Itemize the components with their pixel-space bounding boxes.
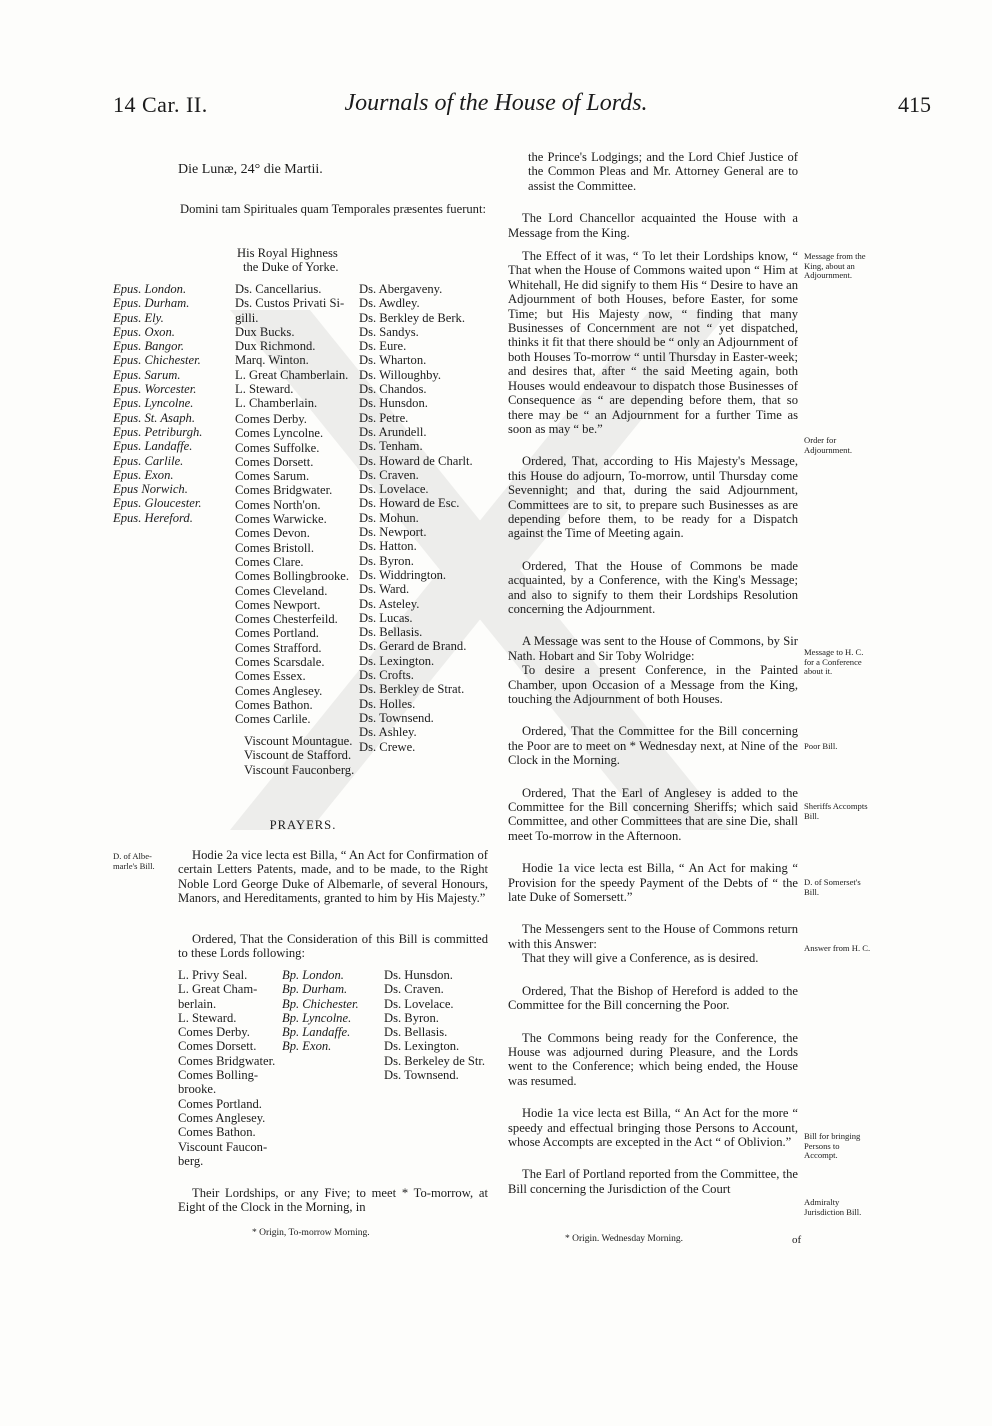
bishop-entry: Epus. St. Asaph. <box>113 410 195 425</box>
baron-entry: Ds. Newport. <box>359 525 427 540</box>
officer-entry: Dux Bucks. <box>235 324 295 339</box>
viscount-entry: Viscount de Stafford. <box>244 748 352 763</box>
margin-note-poor-bill: Poor Bill. <box>804 741 838 751</box>
earl-entry: Comes Warwicke. <box>235 512 327 527</box>
bishops-list <box>113 282 202 525</box>
bishop-entry: Epus. Bangor. <box>113 339 185 354</box>
earl-entry: Comes Dorsett. <box>235 454 314 469</box>
committee-member: Comes Dorsett. <box>178 1039 257 1054</box>
earls-list <box>235 412 349 727</box>
domini-text: Domini tam Spirituales quam Temporales præsentes fuerunt: <box>180 202 486 216</box>
committee-member: L. Great Cham- <box>178 982 258 997</box>
baron-entry: Ds. Ashley. <box>359 725 417 740</box>
bishop-entry: Epus. Chichester. <box>113 353 201 368</box>
committee-baron: Ds. Craven. <box>384 982 444 997</box>
viscount-entry: Viscount Fauconberg. <box>244 762 355 777</box>
bishop-entry: Epus. Oxon. <box>113 324 175 339</box>
para-somersett-bill: Hodie 1a vice lecta est Billa, “ An Act for making “ Provision for the speedy Payment of the Debts of “ the late Duke of Somersett.” <box>508 861 798 905</box>
margin-note-sheriffs: Sheriffs Accompts Bill. <box>804 801 868 821</box>
baron-entry: Ds. Hatton. <box>359 539 417 554</box>
committee-bishop: Bp. Lyncolne. <box>282 1010 352 1025</box>
bishop-entry: Epus Norwich. <box>113 482 188 497</box>
royal-highness <box>237 246 339 275</box>
baron-entry: Ds. Ward. <box>359 582 410 597</box>
margin-note-accompt: Bill for bringing Persons to Accompt. <box>804 1131 861 1161</box>
viscounts-list <box>244 734 354 777</box>
para-accompt-bill: Hodie 1a vice lecta est Billa, “ An Act for the more “ speedy and effectual bringing those Persons to Account, whose Accompts are excepted in the Act “ of Oblivion.” <box>508 1106 798 1149</box>
para-princes-lodgings: the Prince's Lodgings; and the Lord Chief Justice of the Common Pleas and Mr. Attorney General are to assist the Committee. <box>528 150 798 193</box>
running-head-left: 14 Car. II. <box>113 92 208 117</box>
dateline-text: Die Lunæ, 24° die Martii. <box>178 162 323 177</box>
margin-note-somerset: D. of Somerset's Bill. <box>804 877 861 897</box>
earl-entry: Comes Chesterfeild. <box>235 612 338 627</box>
baron-entry: Ds. Willoughby. <box>359 367 442 382</box>
committee-member: berg. <box>178 1153 204 1168</box>
para-desire-conference: To desire a present Conference, in the Painted Chamber, upon Occasion of a Message from the King, touching the Adjournment of both Houses. <box>508 663 798 706</box>
officer-entry: gilli. <box>235 310 259 325</box>
bishop-entry: Epus. Carlile. <box>113 453 184 468</box>
para-message-sent: A Message was sent to the House of Commons, by Sir Nath. Hobart and Sir Toby Wolridge: <box>508 634 798 663</box>
earl-entry: Comes Clare. <box>235 554 304 569</box>
earl-entry: Comes Essex. <box>235 669 306 684</box>
earl-entry: Comes Bathon. <box>235 697 313 712</box>
bishop-entry: Epus. Gloucester. <box>113 496 202 511</box>
baron-entry: Ds. Chandos. <box>359 382 427 397</box>
baron-entry: Ds. Eure. <box>359 339 407 354</box>
earl-entry: Comes Suffolke. <box>235 440 320 455</box>
royal-line-2: the Duke of Yorke. <box>243 260 339 275</box>
committee-baron: Ds. Townsend. <box>384 1068 459 1083</box>
earl-entry: Comes Anglesey. <box>235 683 323 698</box>
baron-entry: Ds. Petre. <box>359 410 409 425</box>
right-footnote: * Origin. Wednesday Morning. <box>565 1234 684 1244</box>
margin-note-answer-hc: Answer from H. C. <box>804 943 871 953</box>
bishop-entry: Epus. Hereford. <box>113 510 193 525</box>
barons-list <box>359 282 473 754</box>
baron-entry: Ds. Bellasis. <box>359 625 423 640</box>
baron-entry: Ds. Crewe. <box>359 739 416 754</box>
bishop-entry: Epus. Worcester. <box>113 382 197 397</box>
albemarle-bill-text: Hodie 2a vice lecta est Billa, “ An Act for Confirmation of certain Letters Patents, made, and to be made, to the Right Noble Lord George Duke of Albemarle, of several Honours, Manors, and Hereditaments, granted to him by His Majesty.” <box>178 848 488 906</box>
officer-entry: L. Steward. <box>235 382 294 397</box>
officer-entry: Marq. Winton. <box>235 353 309 368</box>
domini-line <box>178 202 488 216</box>
running-head-title: Journals of the House of Lords. <box>344 90 648 116</box>
para-hereford: Ordered, That the Bishop of Hereford is added to the Committee for the Bill concerning the Poor. <box>508 983 798 1013</box>
committee-baron: Ds. Lexington. <box>384 1039 460 1054</box>
margin-note-message-hc: Message to H. C. for a Conference about it. <box>804 647 864 677</box>
earl-entry: Comes Sarum. <box>235 469 310 484</box>
earl-entry: Comes Carlile. <box>235 712 311 727</box>
committee-col-1 <box>178 968 275 1168</box>
royal-line-1: His Royal Highness <box>237 246 338 260</box>
committee-member: brooke. <box>178 1082 217 1097</box>
baron-entry: Ds. Sandys. <box>359 324 419 339</box>
committee-member: Comes Anglesey. <box>178 1110 266 1125</box>
bishop-entry: Epus. Landaffe. <box>113 439 193 454</box>
committee-member: Comes Portland. <box>178 1096 262 1111</box>
baron-entry: Ds. Howard de Charlt. <box>359 453 473 468</box>
earl-entry: Comes Scarsdale. <box>235 655 325 670</box>
earl-entry: Comes Devon. <box>235 526 310 541</box>
earl-entry: Comes Lyncolne. <box>235 426 324 441</box>
ordered-committee-text: Ordered, That the Consideration of this Bill is committed to these Lords following: <box>178 932 488 961</box>
albemarle-note-1: D. of Albe- <box>113 851 152 861</box>
earl-entry: Comes Portland. <box>235 626 319 641</box>
committee-col-2 <box>282 968 359 1054</box>
baron-entry: Ds. Tenham. <box>359 439 423 454</box>
baron-entry: Ds. Wharton. <box>359 353 427 368</box>
committee-member: L. Privy Seal. <box>178 968 248 982</box>
bishop-entry: Epus. London. <box>113 282 187 296</box>
committee-member: L. Steward. <box>178 1010 237 1025</box>
committee-bishop: Bp. Chichester. <box>282 996 359 1011</box>
baron-entry: Ds. Arundell. <box>359 424 427 439</box>
officer-entry: Dux Richmond. <box>235 339 316 354</box>
para-anglesey: Ordered, That the Earl of Anglesey is added to the Committee for the Bill concerning Sheriffs; which said Committee, and other Committees that are sine Die, shall meet To-morrow in the Afternoon. <box>508 785 798 843</box>
right-text <box>508 150 798 1196</box>
committee-member: Viscount Faucon- <box>178 1139 268 1154</box>
margin-note-order-adjournment: Order for Adjournment. <box>804 435 852 455</box>
para-commons-ready: The Commons being ready for the Conference, the House was adjourned during Pleasure, and the Lords went to the Conference; which being ended, the House was resumed. <box>508 1030 798 1088</box>
bishop-entry: Epus. Petriburgh. <box>113 424 203 439</box>
officer-entry: Ds. Cancellarius. <box>235 282 322 296</box>
earl-entry: Comes Bollingbrooke. <box>235 569 350 584</box>
page-number: 415 <box>898 92 931 117</box>
baron-entry: Ds. Abergaveny. <box>359 282 443 296</box>
margin-note-admiralty: Admiralty Jurisdiction Bill. <box>804 1197 862 1217</box>
para-poor-committee: Ordered, That the Committee for the Bill concerning the Poor are to meet on * Wednesday next, at Nine of the Clock in the Morning. <box>508 724 798 768</box>
baron-entry: Ds. Awdley. <box>359 296 420 311</box>
committee-bishop: Bp. Exon. <box>282 1039 332 1054</box>
earl-entry: Comes Derby. <box>235 412 307 426</box>
baron-entry: Ds. Lucas. <box>359 610 413 625</box>
committee-member: Comes Bolling- <box>178 1068 259 1083</box>
committee-baron: Ds. Bellasis. <box>384 1025 448 1040</box>
bishop-entry: Epus. Sarum. <box>113 367 181 382</box>
prayers-heading: PRAYERS. <box>269 818 337 832</box>
para-messengers-return: The Messengers sent to the House of Commons return with this Answer: <box>508 922 798 951</box>
committee-baron: Ds. Byron. <box>384 1010 439 1025</box>
viscount-entry: Viscount Mountague. <box>244 734 353 748</box>
para-ordered-conference: Ordered, That the House of Commons be made acquainted, by a Conference, with the King's Message; and also to signify to them their Lordships Resolution concerning the Adjournment. <box>508 558 798 616</box>
committee-bishop: Bp. Durham. <box>282 982 348 997</box>
margin-note-message-king: Message from the King, about an Adjournment. <box>804 251 866 281</box>
committee-baron: Ds. Lovelace. <box>384 996 454 1011</box>
left-footnote: * Origin, To-morrow Morning. <box>252 1228 370 1238</box>
committee-col-3 <box>384 968 485 1082</box>
margin-note-albemarle <box>113 852 181 871</box>
baron-entry: Ds. Gerard de Brand. <box>359 639 467 654</box>
earl-entry: Comes Bristoll. <box>235 540 315 555</box>
albemarle-note-2: marle's Bill. <box>113 860 155 871</box>
committee-baron: Ds. Hunsdon. <box>384 968 453 982</box>
committee-bishop: Bp. Landaffe. <box>282 1025 351 1040</box>
baron-entry: Ds. Berkley de Berk. <box>359 310 465 325</box>
bishop-entry: Epus. Exon. <box>113 467 174 482</box>
bishop-entry: Epus. Ely. <box>113 310 164 325</box>
para-ordered-adjourn: Ordered, That, according to His Majesty's Message, this House do adjourn, To-morrow, until Thursday come Sevennight; and that, during the said Adjournment, Committees are to sit, to prepare such Businesses as are depending before them, to be ready for a Dispatch against the Time of Meeting again. <box>508 454 798 541</box>
baron-entry: Ds. Crofts. <box>359 668 414 683</box>
committee-member: Comes Bathon. <box>178 1125 256 1140</box>
baron-entry: Ds. Holles. <box>359 696 416 711</box>
baron-entry: Ds. Byron. <box>359 553 414 568</box>
para-portland-report: The Earl of Portland reported from the Committee, the Bill concerning the Jurisdiction of the Court <box>508 1167 798 1196</box>
baron-entry: Ds. Widdrington. <box>359 567 447 582</box>
earl-entry: Comes Strafford. <box>235 640 322 655</box>
baron-entry: Ds. Howard de Esc. <box>359 496 460 511</box>
baron-entry: Ds. Craven. <box>359 467 419 482</box>
committee-member: berlain. <box>178 996 217 1011</box>
baron-entry: Ds. Mohun. <box>359 510 419 525</box>
earl-entry: Comes Cleveland. <box>235 583 328 598</box>
committee-bishop: Bp. London. <box>282 968 344 982</box>
lordships-text: Their Lordships, or any Five; to meet * To-morrow, at Eight of the Clock in the Morning, in <box>178 1186 488 1215</box>
baron-entry: Ds. Townsend. <box>359 710 434 725</box>
para-conference-answer: That they will give a Conference, as is desired. <box>522 951 759 966</box>
committee-member: Comes Bridgwater. <box>178 1053 276 1068</box>
earl-entry: Comes Newport. <box>235 597 321 612</box>
baron-entry: Ds. Asteley. <box>359 596 420 611</box>
officer-entry: Ds. Custos Privati Si- <box>235 296 345 311</box>
officer-entry: L. Chamberlain. <box>235 396 318 411</box>
baron-entry: Ds. Hunsdon. <box>359 396 428 411</box>
bishop-entry: Epus. Lyncolne. <box>113 396 194 411</box>
officers-list <box>235 282 348 411</box>
earl-entry: Comes North'on. <box>235 497 321 512</box>
para-message-effect: The Effect of it was, “ To let their Lordships know, “ That when the House of Commons waited upon “ Him at Whitehall, He did signify to them His “ Desire to have an Adjournment of both Houses, before Easter, for some Time; but His Majesty now, “ finding that many Businesses of Concernment are not “ yet dispatched, thinks it fit that there should be “ only an Adjournment of both Houses To-morrow “ until Thursday in Easter-week; and desires that, after “ the said Meeting again, both Houses would endeavour to dispatch those Businesses of Consequence as “ are depending before them, that so there may be “ an Adjournment for a further Time as soon as may “ be.” <box>508 249 798 436</box>
catchword: of <box>792 1234 802 1246</box>
committee-member: Comes Derby. <box>178 1025 250 1040</box>
earl-entry: Comes Bridgwater. <box>235 483 333 498</box>
dateline <box>178 162 488 177</box>
baron-entry: Ds. Lexington. <box>359 653 435 668</box>
bishop-entry: Epus. Durham. <box>113 296 190 311</box>
para-chancellor: The Lord Chancellor acquainted the House with a Message from the King. <box>508 211 798 240</box>
baron-entry: Ds. Lovelace. <box>359 482 429 497</box>
committee-baron: Ds. Berkeley de Str. <box>384 1053 486 1068</box>
baron-entry: Ds. Berkley de Strat. <box>359 682 465 697</box>
officer-entry: L. Great Chamberlain. <box>235 367 349 382</box>
